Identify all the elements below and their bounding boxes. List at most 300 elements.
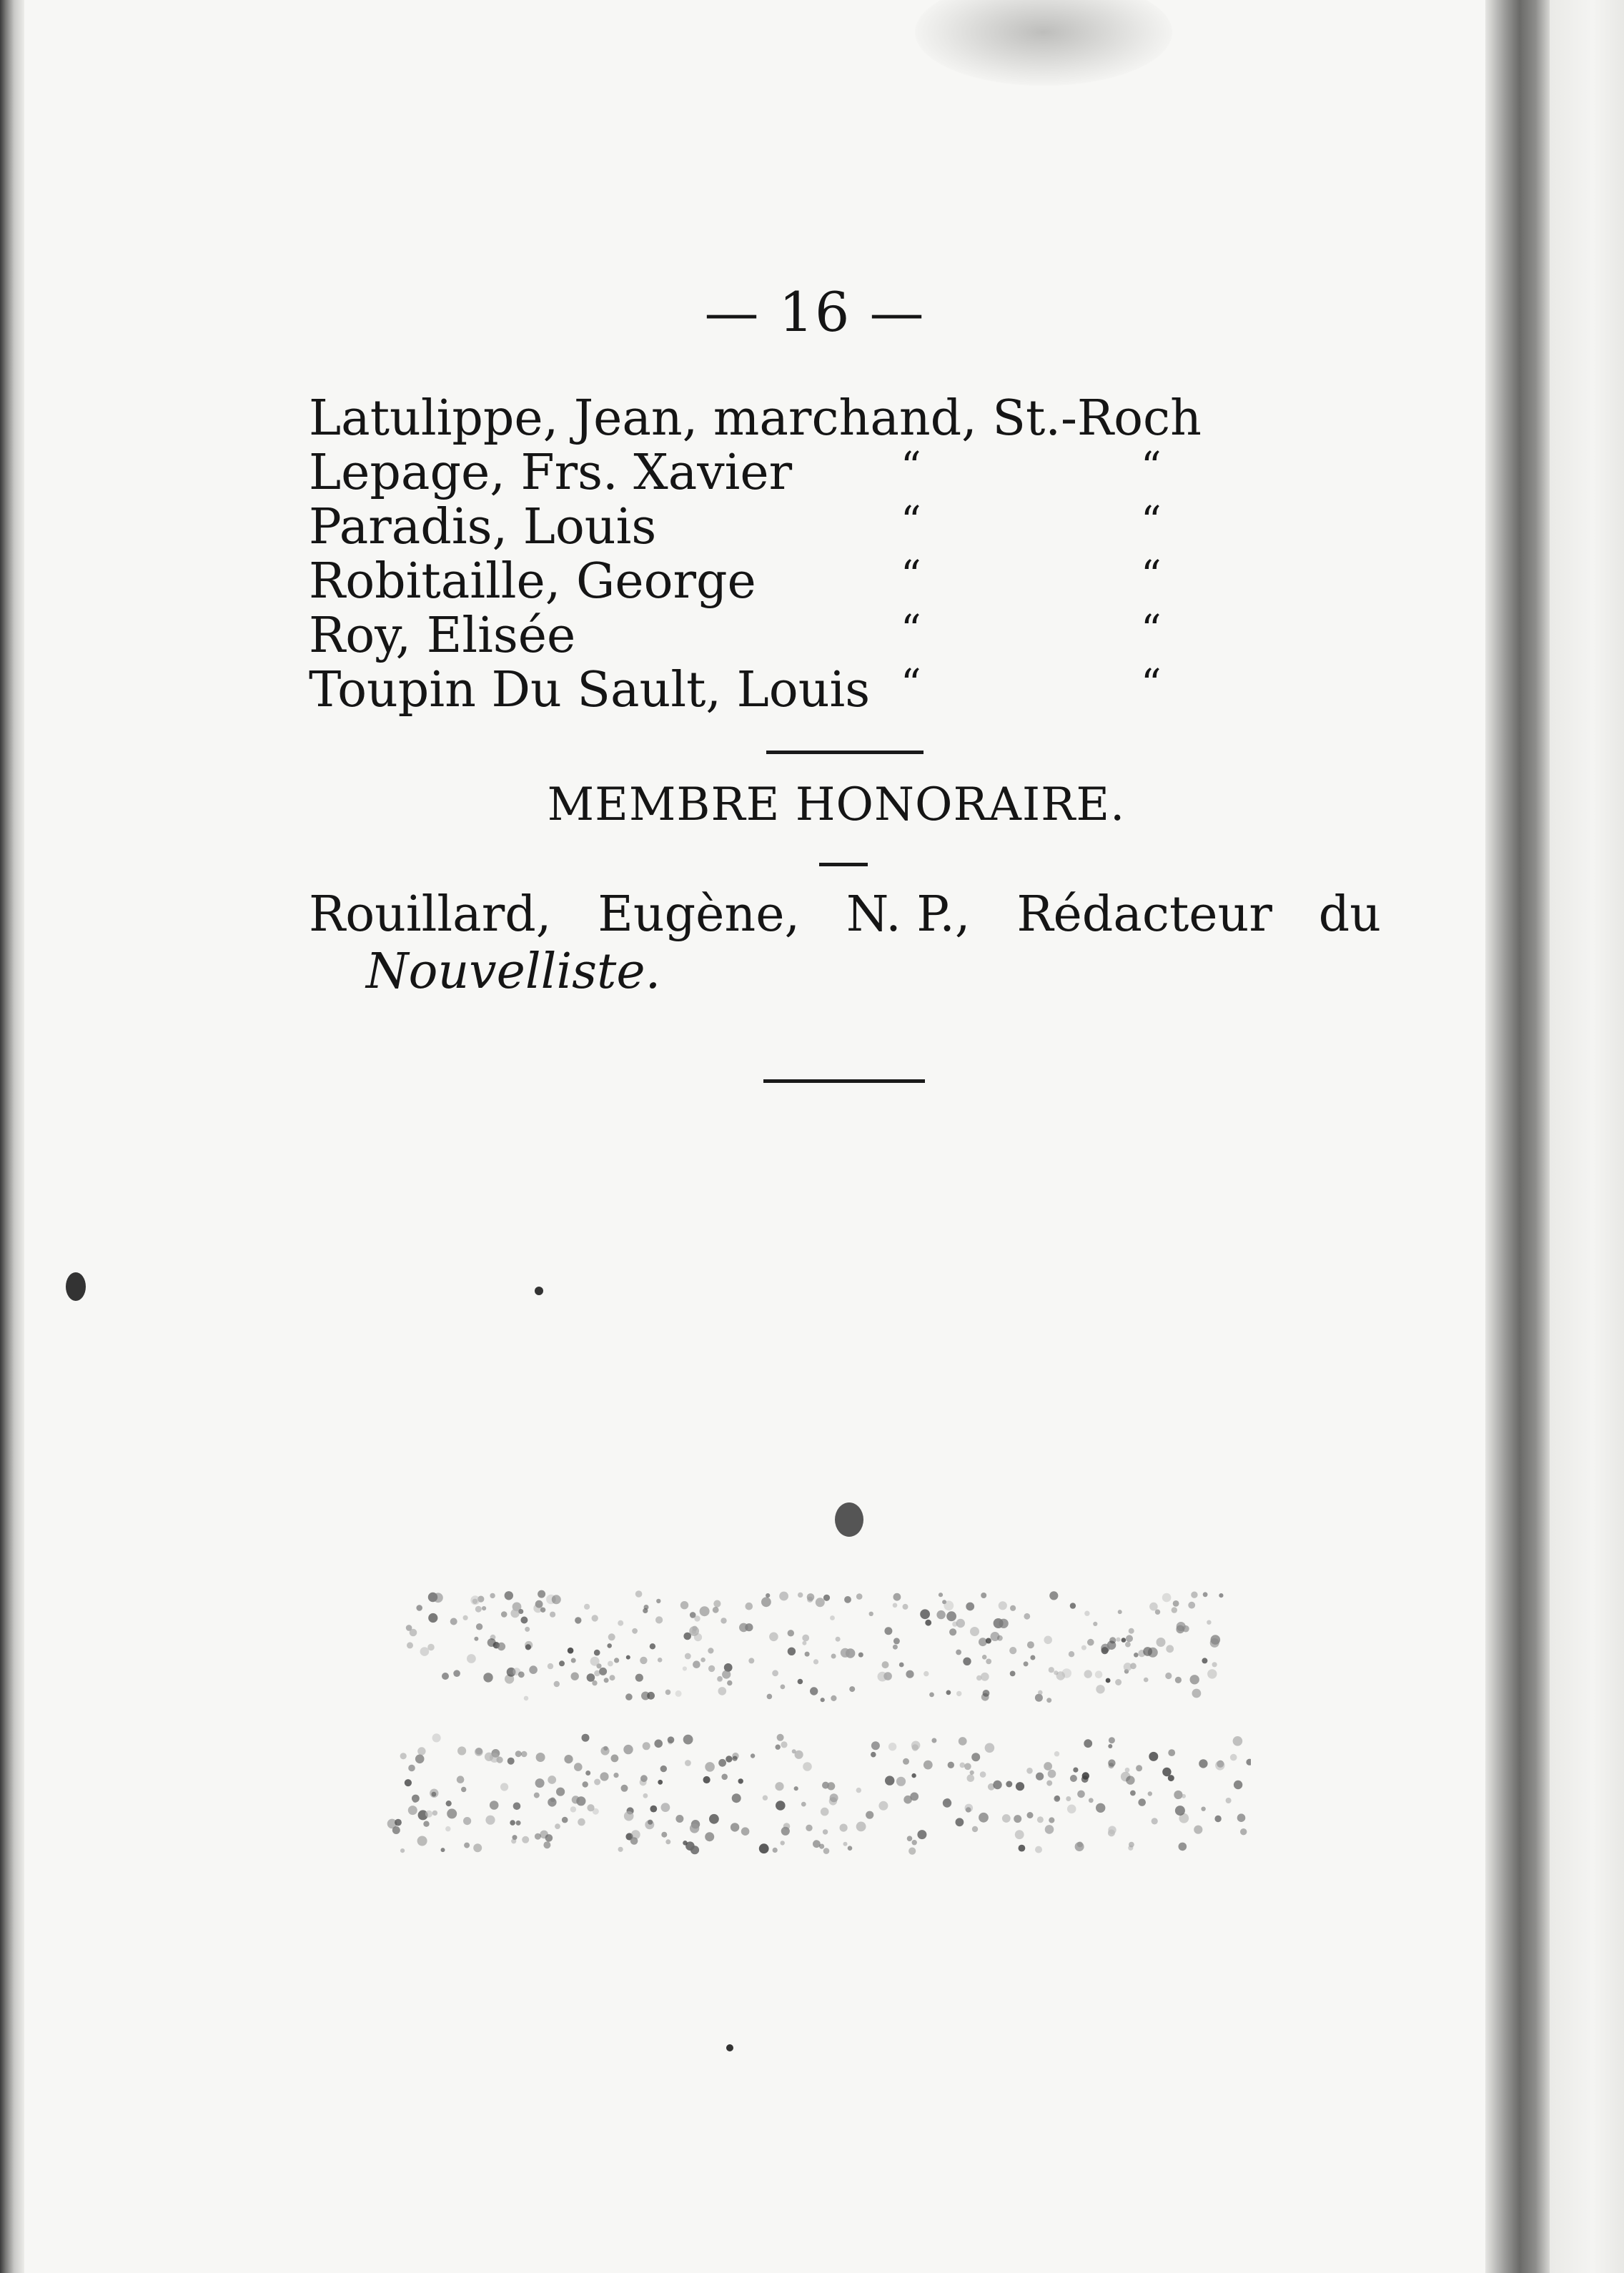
perforation-dot bbox=[705, 1762, 715, 1772]
perforation-dot bbox=[738, 1778, 743, 1783]
perforation-dot bbox=[823, 1829, 828, 1834]
ditto-mark: “ bbox=[1141, 498, 1162, 545]
perforation-dot bbox=[571, 1673, 579, 1680]
perforation-dot bbox=[726, 1755, 732, 1762]
perforation-dot bbox=[917, 1830, 926, 1839]
perforation-dot bbox=[924, 1761, 933, 1770]
perforation-dot bbox=[713, 1600, 721, 1608]
perforation-dot bbox=[893, 1645, 898, 1650]
perforation-dot bbox=[1182, 1794, 1186, 1798]
perforation-dot bbox=[1115, 1679, 1122, 1685]
perforation-dot bbox=[1036, 1773, 1044, 1781]
perforation-dot bbox=[713, 1607, 719, 1613]
perforation-dot bbox=[721, 1618, 726, 1623]
perforation-dot bbox=[685, 1760, 691, 1766]
perforation-dot bbox=[1152, 1818, 1158, 1824]
perforation-dot bbox=[1046, 1698, 1051, 1703]
perforation-dot bbox=[654, 1740, 663, 1748]
perforation-dot bbox=[1049, 1667, 1054, 1673]
binding-edge bbox=[0, 0, 24, 2273]
perforation-dot bbox=[548, 1776, 556, 1784]
perforation-dot bbox=[656, 1599, 660, 1603]
perforation-dot bbox=[408, 1806, 417, 1815]
perforation-dot bbox=[1188, 1602, 1195, 1609]
perforation-dot bbox=[604, 1678, 609, 1683]
perforation-dot bbox=[395, 1819, 402, 1826]
perforation-dot bbox=[767, 1694, 773, 1700]
perforation-dot bbox=[623, 1745, 633, 1754]
perforation-dot bbox=[1122, 1638, 1127, 1643]
member-name: Robitaille, George bbox=[309, 553, 756, 610]
perforation-dot bbox=[476, 1623, 482, 1630]
perforation-dot bbox=[490, 1753, 500, 1763]
perforation-dot bbox=[416, 1605, 422, 1611]
perforation-dot bbox=[428, 1613, 437, 1623]
ditto-mark: “ bbox=[901, 661, 921, 708]
perforation-dot bbox=[1130, 1791, 1136, 1796]
perforation-dot bbox=[1233, 1736, 1243, 1746]
perforation-dot bbox=[535, 1778, 545, 1788]
perforation-dot bbox=[408, 1765, 415, 1772]
perforation-dot bbox=[407, 1642, 413, 1648]
perforation-dot bbox=[1226, 1798, 1232, 1803]
perforation-dot bbox=[575, 1617, 581, 1623]
perforation-dot bbox=[643, 1742, 650, 1750]
perforation-dot bbox=[643, 1608, 648, 1613]
perforation-dot bbox=[1070, 1603, 1076, 1608]
perforation-dot bbox=[813, 1659, 818, 1664]
perforation-dot bbox=[1136, 1765, 1142, 1771]
perforation-dot bbox=[1109, 1763, 1114, 1768]
perforation-dot bbox=[911, 1773, 916, 1778]
perforation-dot bbox=[490, 1801, 499, 1810]
perforation-dot bbox=[1077, 1791, 1085, 1798]
perforation-dot bbox=[1214, 1816, 1221, 1822]
perforation-dot bbox=[823, 1595, 830, 1601]
perforation-dot bbox=[635, 1590, 643, 1598]
perforation-dot bbox=[733, 1756, 738, 1761]
perforation-dot bbox=[727, 1680, 732, 1685]
perforation-dot bbox=[520, 1617, 528, 1624]
perforation-dot bbox=[427, 1644, 435, 1651]
perforation-dot bbox=[1129, 1842, 1134, 1848]
perforation-dot bbox=[1049, 1817, 1054, 1823]
perforation-dot bbox=[1026, 1768, 1033, 1774]
perforation-dot bbox=[1175, 1677, 1182, 1683]
perforation-dot bbox=[1149, 1752, 1158, 1761]
perforation-dot bbox=[708, 1665, 715, 1672]
perforation-dot bbox=[417, 1836, 427, 1846]
perforation-dot bbox=[1215, 1761, 1224, 1770]
perforation-dot bbox=[501, 1611, 508, 1618]
perforation-dot bbox=[690, 1612, 696, 1618]
perforation-dot bbox=[516, 1821, 521, 1826]
perforation-dot bbox=[748, 1658, 754, 1663]
perforation-dot bbox=[665, 1690, 671, 1695]
perforation-dot bbox=[741, 1827, 750, 1836]
perforation-dot bbox=[554, 1681, 560, 1687]
perforation-dot bbox=[1108, 1826, 1116, 1834]
perforation-dot bbox=[705, 1832, 714, 1841]
perforation-dot bbox=[722, 1670, 731, 1679]
perforation-dot bbox=[801, 1802, 806, 1807]
perforation-dot bbox=[1024, 1613, 1030, 1620]
perforation-dot bbox=[806, 1825, 812, 1831]
perforation-dot bbox=[948, 1762, 954, 1768]
perforation-dot bbox=[803, 1762, 812, 1771]
perforation-dot bbox=[986, 1659, 991, 1665]
perforation-dot bbox=[1054, 1670, 1058, 1675]
perforation-dot bbox=[1126, 1776, 1134, 1784]
perforation-dot bbox=[1157, 1638, 1166, 1647]
perforation-dot bbox=[925, 1620, 931, 1626]
perforation-dot bbox=[525, 1627, 530, 1632]
perforation-dot bbox=[464, 1843, 470, 1848]
perforation-dot bbox=[508, 1758, 515, 1765]
perforation-dot bbox=[849, 1686, 855, 1692]
perforation-dot bbox=[1199, 1759, 1207, 1768]
perforation-dot bbox=[450, 1618, 457, 1625]
perforation-dot bbox=[972, 1826, 978, 1832]
perforation-dot bbox=[1144, 1678, 1149, 1683]
ditto-mark: “ bbox=[901, 498, 921, 545]
perforation-dot bbox=[425, 1811, 432, 1818]
perforation-dot bbox=[618, 1847, 623, 1852]
perforation-dot bbox=[635, 1674, 643, 1682]
perforation-dot bbox=[475, 1748, 482, 1755]
ditto-mark: “ bbox=[1141, 553, 1162, 599]
perforation-dot bbox=[685, 1653, 691, 1660]
perforation-dot bbox=[721, 1774, 728, 1781]
perforation-dot bbox=[1125, 1642, 1131, 1648]
perforation-dot bbox=[945, 1798, 951, 1804]
perforation-dot bbox=[843, 1842, 848, 1846]
perforation-dot bbox=[570, 1806, 576, 1812]
perforation-dot bbox=[483, 1673, 492, 1682]
perforation-dot bbox=[630, 1837, 638, 1845]
perforation-dot bbox=[776, 1801, 786, 1811]
ink-speck bbox=[535, 1287, 543, 1295]
perforation-dot bbox=[680, 1601, 688, 1609]
perforation-dot bbox=[470, 1595, 480, 1605]
perforation-dot bbox=[625, 1693, 633, 1700]
perforation-dot bbox=[613, 1773, 618, 1778]
perforation-dot bbox=[1118, 1610, 1122, 1614]
perforation-dot bbox=[1129, 1628, 1134, 1634]
perforation-dot bbox=[856, 1822, 866, 1832]
perforation-dot bbox=[976, 1675, 982, 1681]
perforation-dot bbox=[816, 1598, 825, 1607]
perforation-dot bbox=[675, 1815, 683, 1823]
perforation-dot bbox=[709, 1814, 719, 1824]
perforation-dot bbox=[690, 1846, 699, 1854]
perforation-dot bbox=[640, 1775, 648, 1782]
perforation-dot bbox=[497, 1643, 505, 1650]
perforation-dot bbox=[971, 1753, 980, 1761]
perforation-dot bbox=[986, 1638, 991, 1644]
perforation-dot bbox=[866, 1811, 873, 1819]
perforation-dot bbox=[607, 1643, 612, 1648]
perforation-dot bbox=[1096, 1685, 1104, 1693]
perforation-dot bbox=[946, 1611, 956, 1621]
perforation-dot bbox=[690, 1823, 699, 1833]
perforation-dot bbox=[1143, 1647, 1152, 1656]
perforation-dot bbox=[1172, 1607, 1177, 1613]
member-name: Roy, Elisée bbox=[309, 608, 576, 664]
perforation-dot bbox=[700, 1658, 705, 1663]
member-entry bbox=[309, 500, 1252, 555]
perforation-dot bbox=[1237, 1813, 1246, 1822]
perforation-dot bbox=[432, 1733, 441, 1742]
perforation-dot bbox=[432, 1792, 437, 1797]
honorary-title: N. P., bbox=[846, 886, 971, 943]
perforation-dot bbox=[779, 1592, 788, 1601]
perforation-dot bbox=[463, 1817, 471, 1825]
perforation-dot bbox=[574, 1763, 583, 1771]
perforation-dot bbox=[632, 1628, 638, 1634]
perforation-dot bbox=[899, 1663, 904, 1668]
perforation-dot bbox=[981, 1593, 986, 1598]
perforation-dot bbox=[1067, 1805, 1076, 1814]
perforation-dot bbox=[798, 1679, 803, 1685]
perforation-dot bbox=[703, 1776, 710, 1783]
perforation-dot bbox=[1045, 1825, 1054, 1834]
perforation-dot bbox=[626, 1655, 630, 1660]
perforation-dot bbox=[970, 1771, 974, 1775]
perforation-dot bbox=[400, 1848, 405, 1853]
perforation-dot bbox=[1174, 1791, 1182, 1799]
perforation-dot bbox=[944, 1600, 954, 1610]
honorary-entry-line bbox=[309, 886, 1381, 944]
perforation-dot bbox=[658, 1658, 663, 1663]
perforation-dot bbox=[513, 1803, 521, 1811]
perforation-dot bbox=[821, 1808, 829, 1816]
perforation-dot bbox=[406, 1625, 412, 1631]
member-name: Paradis, Louis bbox=[309, 499, 657, 555]
perforation-dot bbox=[956, 1650, 961, 1655]
perforation-dot bbox=[963, 1658, 971, 1665]
perforation-dot bbox=[545, 1834, 553, 1842]
perforation-dot bbox=[487, 1638, 496, 1647]
perforation-dot bbox=[848, 1846, 853, 1851]
perforation-dot bbox=[893, 1593, 901, 1601]
perforation-dot bbox=[592, 1615, 598, 1621]
perforation-dot bbox=[433, 1593, 443, 1603]
perforation-dot bbox=[522, 1836, 529, 1843]
ditto-mark: “ bbox=[901, 607, 921, 653]
perforation-dot bbox=[555, 1823, 560, 1829]
perforation-dot bbox=[802, 1641, 806, 1645]
perforation-dot bbox=[655, 1616, 663, 1623]
perforation-dot bbox=[559, 1660, 565, 1666]
page-gutter bbox=[1485, 0, 1550, 2273]
perforation-dot bbox=[979, 1638, 987, 1646]
perforation-dot bbox=[939, 1593, 943, 1597]
perforation-dot bbox=[718, 1759, 726, 1767]
perforation-dot bbox=[524, 1696, 529, 1701]
perforation-dot bbox=[1073, 1768, 1078, 1773]
perforation-dot bbox=[1084, 1670, 1092, 1678]
perforation-dot bbox=[1234, 1781, 1242, 1789]
perforation-dot bbox=[1006, 1781, 1012, 1788]
perforation-dot bbox=[1095, 1670, 1103, 1678]
perforation-dot bbox=[582, 1734, 590, 1742]
perforation-dot bbox=[463, 1615, 468, 1620]
perforation-dot bbox=[1148, 1791, 1152, 1796]
perforation-dot bbox=[500, 1783, 508, 1791]
perforation-dot bbox=[467, 1654, 476, 1663]
perforation-dot bbox=[794, 1786, 798, 1791]
perforation-dot bbox=[763, 1796, 768, 1801]
perforation-dot bbox=[665, 1839, 670, 1844]
perforation-dot bbox=[683, 1735, 693, 1745]
perforation-dot bbox=[1116, 1638, 1120, 1642]
perforation-dot bbox=[475, 1606, 482, 1613]
perforation-dot bbox=[907, 1836, 913, 1841]
perforation-dot bbox=[643, 1793, 648, 1798]
perforation-dot bbox=[683, 1633, 691, 1640]
perforation-dot bbox=[1166, 1645, 1174, 1653]
perforation-dot bbox=[485, 1816, 495, 1825]
perforation-dot bbox=[1035, 1694, 1043, 1702]
perforation-dot bbox=[675, 1690, 682, 1697]
perforation-dot bbox=[911, 1741, 921, 1750]
perforation-dot bbox=[1162, 1593, 1172, 1603]
perforation-dot bbox=[550, 1612, 555, 1618]
perforation-dot bbox=[1240, 1828, 1247, 1835]
perforation-dot bbox=[473, 1843, 482, 1852]
perforation-dot bbox=[893, 1638, 900, 1644]
perforation-dot bbox=[1125, 1768, 1130, 1773]
perforation-dot bbox=[908, 1848, 916, 1855]
perforation-dot bbox=[1084, 1611, 1089, 1616]
perforation-dot bbox=[960, 1763, 966, 1768]
perforation-dot bbox=[457, 1776, 465, 1783]
perforation-dot bbox=[442, 1673, 449, 1680]
perforation-dot bbox=[731, 1823, 739, 1831]
perforation-dot bbox=[994, 1618, 1004, 1628]
perforation-dot bbox=[1019, 1845, 1026, 1852]
perforation-dot bbox=[525, 1644, 531, 1650]
perforation-dot bbox=[1087, 1639, 1094, 1646]
perforation-dot bbox=[668, 1736, 675, 1743]
perforation-dot bbox=[903, 1604, 908, 1610]
perforation-dot bbox=[587, 1673, 595, 1682]
perforation-dot bbox=[1081, 1645, 1086, 1650]
perforation-dot bbox=[1010, 1605, 1016, 1611]
perforation-dot bbox=[1009, 1647, 1016, 1654]
perforation-dot bbox=[420, 1647, 430, 1656]
perforation-dot bbox=[1246, 1759, 1251, 1766]
perforation-dot bbox=[608, 1633, 615, 1640]
perforation-dot bbox=[1014, 1815, 1021, 1823]
perforation-dot bbox=[693, 1660, 700, 1668]
honorary-role: Rédacteur bbox=[1016, 886, 1272, 943]
perforation-dot bbox=[510, 1820, 515, 1826]
perforation-dot bbox=[534, 1793, 540, 1798]
perforation-dot bbox=[700, 1606, 710, 1616]
perforation-dot bbox=[1162, 1768, 1171, 1776]
perforation-dot bbox=[568, 1648, 574, 1654]
perforation-dot bbox=[956, 1691, 961, 1696]
perforation-dot bbox=[775, 1782, 783, 1791]
perforation-dot bbox=[441, 1848, 445, 1852]
member-name: Toupin Du Sault, Louis bbox=[309, 662, 871, 718]
perforation-dot bbox=[648, 1820, 653, 1825]
perforation-dot bbox=[610, 1675, 615, 1680]
perforation-dot bbox=[813, 1840, 821, 1848]
perforation-dot bbox=[745, 1623, 753, 1631]
perforation-dot bbox=[661, 1803, 670, 1812]
perforation-dot bbox=[521, 1751, 528, 1758]
perforation-dot bbox=[788, 1648, 796, 1655]
perforation-dot bbox=[1108, 1744, 1112, 1748]
perforation-dot bbox=[869, 1612, 873, 1616]
perforation-dot bbox=[650, 1806, 657, 1813]
perforation-dot bbox=[949, 1628, 956, 1635]
perforation-dot bbox=[1207, 1620, 1211, 1625]
perforation-dot bbox=[856, 1593, 863, 1600]
perforation-dot bbox=[594, 1650, 600, 1656]
perforation-dot bbox=[1035, 1846, 1042, 1853]
perforation-dot bbox=[761, 1597, 771, 1607]
perforation-dot bbox=[1069, 1651, 1074, 1657]
perforation-dot bbox=[871, 1752, 876, 1758]
perforation-dot bbox=[536, 1753, 545, 1762]
perforation-dot bbox=[1194, 1826, 1202, 1834]
perforation-dot bbox=[1024, 1661, 1029, 1666]
perforation-dot bbox=[614, 1658, 619, 1663]
perforation-dot bbox=[772, 1670, 778, 1676]
perforation-dot bbox=[846, 1648, 855, 1658]
perforation-dot bbox=[751, 1753, 755, 1758]
perforation-dot bbox=[529, 1665, 538, 1674]
perforation-dot bbox=[970, 1627, 979, 1636]
perforation-dot bbox=[446, 1801, 452, 1806]
perforation-dot bbox=[759, 1843, 769, 1853]
perforation-dot bbox=[1054, 1796, 1060, 1802]
perforation-dot bbox=[624, 1811, 634, 1821]
perforation-dot bbox=[708, 1648, 713, 1653]
perforation-dot bbox=[461, 1787, 466, 1792]
perforated-stamp bbox=[386, 1580, 1251, 1866]
perforation-dot bbox=[1155, 1610, 1160, 1615]
perforation-dot bbox=[769, 1633, 778, 1642]
perforation-dot bbox=[552, 1595, 561, 1604]
perforation-dot bbox=[981, 1673, 989, 1681]
perforation-dot bbox=[511, 1838, 516, 1843]
perforation-dot bbox=[781, 1741, 787, 1748]
foxing-stain bbox=[915, 0, 1172, 86]
perforation-dot bbox=[490, 1593, 495, 1598]
perforation-dot bbox=[1201, 1807, 1205, 1811]
perforation-dot bbox=[1089, 1798, 1094, 1803]
perforation-dot bbox=[510, 1609, 519, 1618]
perforation-dot bbox=[929, 1693, 934, 1698]
perforation-dot bbox=[1038, 1690, 1043, 1695]
perforation-dot bbox=[1002, 1814, 1011, 1823]
perforation-dot bbox=[505, 1591, 513, 1600]
perforation-dot bbox=[457, 1746, 466, 1755]
perforation-dot bbox=[1168, 1749, 1175, 1756]
perforation-dot bbox=[661, 1832, 667, 1838]
perforation-dot bbox=[717, 1676, 723, 1682]
perforation-dot bbox=[1044, 1762, 1052, 1771]
member-list bbox=[309, 392, 1252, 718]
perforation-dot bbox=[445, 1826, 450, 1831]
member-entry bbox=[309, 555, 1252, 609]
perforation-dot bbox=[884, 1627, 892, 1635]
